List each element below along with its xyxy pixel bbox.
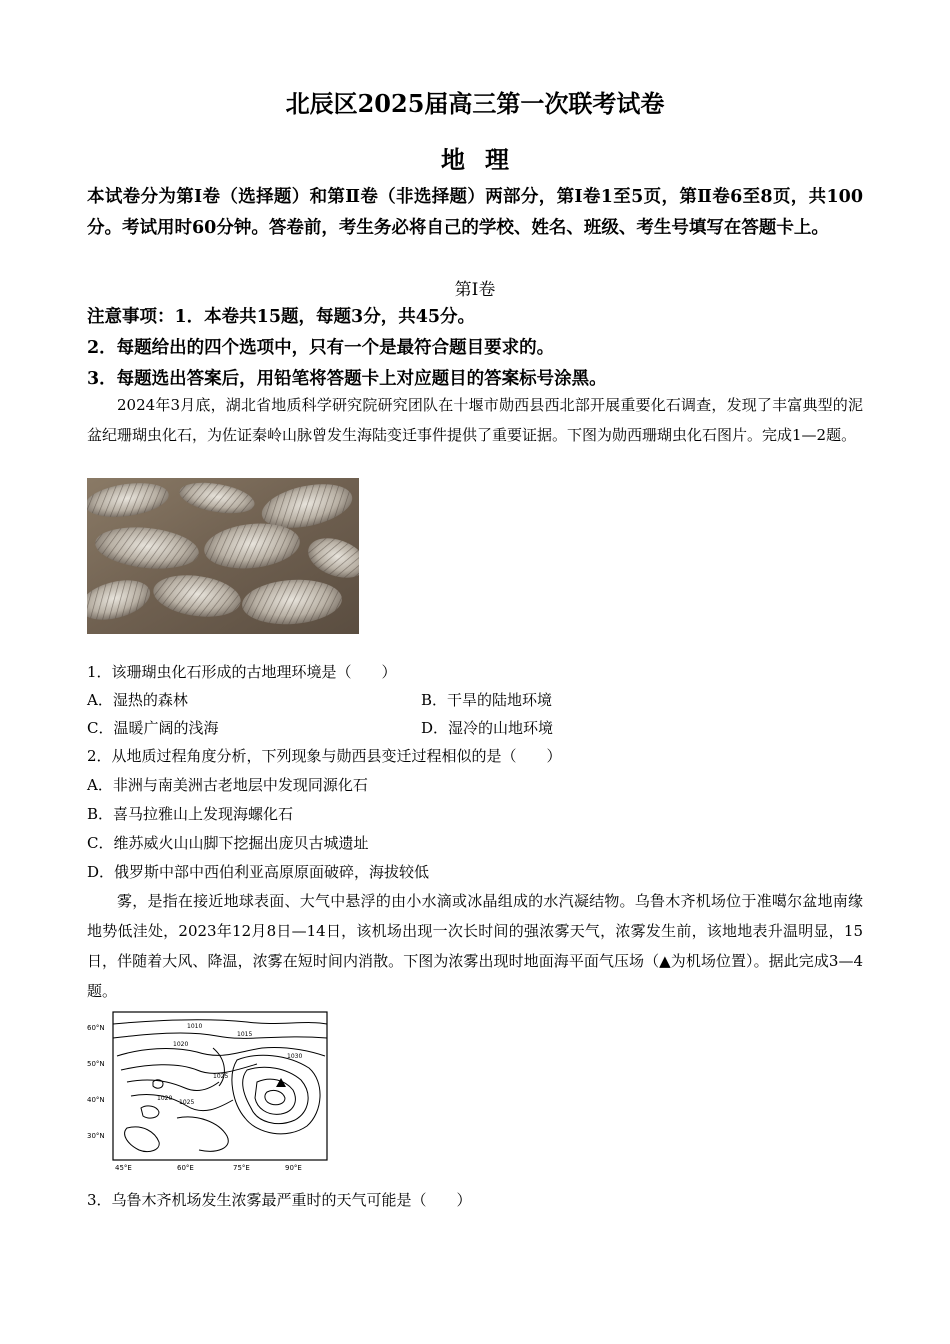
notice-item: 注意事项：1．本卷共15题，每题3分，共45分。: [87, 307, 476, 327]
q1-option-c[interactable]: C．温暖广阔的浅海: [87, 719, 219, 737]
q1-option-d[interactable]: D．湿冷的山地环境: [421, 719, 554, 737]
passage-fossil: 2024年3月底，湖北省地质科学研究院研究团队在十堰市勋西县西北部开展重要化石调查，发现了丰富典型的泥盆纪珊瑚虫化石，为佐证秦岭山脉曾发生海陆变迁事件提供了重要证据。下图为勋西珊瑚虫化石图片。完成1—2题。: [87, 396, 863, 444]
exam-title: 北辰区2025届高三第一次联考试卷: [285, 89, 665, 118]
isobar-label: 1010: [187, 1023, 203, 1030]
notice-list: [87, 302, 863, 395]
lat-label: 50°N: [87, 1060, 105, 1068]
lat-label: 40°N: [87, 1096, 105, 1104]
isobar-label: 1015: [237, 1031, 253, 1038]
q2-option-b[interactable]: B．喜马拉雅山上发现海螺化石: [87, 805, 294, 823]
lat-label: 60°N: [87, 1024, 105, 1032]
isobar-label: 1030: [287, 1053, 303, 1060]
question-2-stem: 2．从地质过程角度分析，下列现象与勋西县变迁过程相似的是（ ）: [87, 747, 562, 765]
subject-title: 地理: [441, 145, 529, 174]
coral-fossil-image: [87, 478, 359, 634]
isobar-label: 1025: [213, 1073, 229, 1080]
notice-item: 2．每题给出的四个选项中，只有一个是最符合题目要求的。: [87, 338, 555, 358]
q2-option-c[interactable]: C．维苏威火山山脚下挖掘出庞贝古城遗址: [87, 834, 369, 852]
q2-option-a[interactable]: A．非洲与南美洲古老地层中发现同源化石: [87, 776, 368, 794]
notice-item: 3．每题选出答案后，用铅笔将答题卡上对应题目的答案标号涂黑。: [87, 369, 607, 389]
q1-option-b[interactable]: B．干旱的陆地环境: [421, 691, 553, 709]
lat-label: 30°N: [87, 1132, 105, 1140]
lon-label: 60°E: [177, 1164, 194, 1172]
isobar-label: 1020: [173, 1041, 189, 1048]
lon-label: 90°E: [285, 1164, 302, 1172]
exam-instructions: 本试卷分为第Ⅰ卷（选择题）和第Ⅱ卷（非选择题）两部分，第Ⅰ卷1至5页，第Ⅱ卷6至8页，共100分。考试用时60分钟。答卷前，考生务必将自己的学校、姓名、班级、考生号填写在答题卡上。: [87, 187, 863, 238]
pressure-field-map: [87, 1008, 331, 1174]
question-3-stem: 3．乌鲁木齐机场发生浓雾最严重时的天气可能是（ ）: [87, 1191, 472, 1209]
q2-option-d[interactable]: D．俄罗斯中部中西伯利亚高原原面破碎，海拔较低: [87, 863, 430, 881]
isobar-label: 1025: [179, 1099, 195, 1106]
lon-label: 45°E: [115, 1164, 132, 1172]
section-heading: 第Ⅰ卷: [454, 280, 496, 300]
q1-option-a[interactable]: A．湿热的森林: [87, 691, 188, 709]
passage-fog: 雾，是指在接近地球表面、大气中悬浮的由小水滴或冰晶组成的水汽凝结物。乌鲁木齐机场位于准噶尔盆地南缘地势低洼处，2023年12月8日—14日，该机场出现一次长时间的强浓雾天气，浓雾发生前，该地地表升温明显，15日，伴随着大风、降温，浓雾在短时间内消散。下图为浓雾出现时地面海平面气压场（▲为机场位置）。据此完成3—4题。: [87, 892, 863, 1000]
lon-label: 75°E: [233, 1164, 250, 1172]
isobar-label: 1020: [157, 1095, 173, 1102]
question-1-stem: 1．该珊瑚虫化石形成的古地理环境是（ ）: [87, 663, 397, 681]
